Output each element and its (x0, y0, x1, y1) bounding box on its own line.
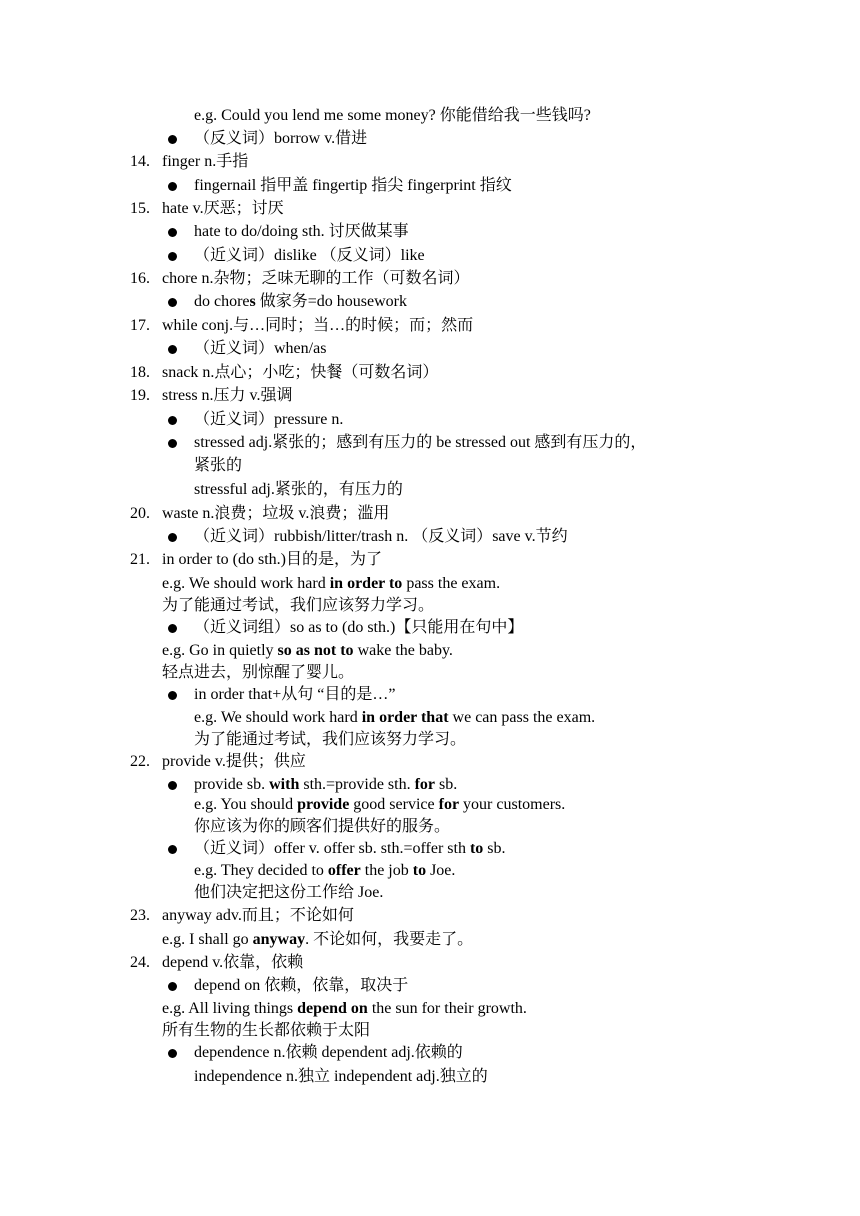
example-sentence: e.g. You should provide good service for your customers. (194, 796, 566, 813)
bullet-item: provide sb. with sth.=provide sth. for sb. (194, 776, 458, 793)
bullet-item: dependence n.依赖 dependent adj.依赖的 (194, 1044, 463, 1061)
vocab-entry-19: 19. stress n.压力 v.强调 (130, 387, 293, 404)
example-sentence: e.g. We should work hard in order that we can pass the exam. (194, 709, 596, 726)
vocab-entry-16: 16. chore n.杂物；乏味无聊的工作（可数名词） (130, 270, 470, 287)
translation: 所有生物的生长都依赖于太阳 (162, 1022, 371, 1039)
vocab-entry-14: 14. finger n.手指 (130, 153, 249, 170)
translation: 为了能通过考试，我们应该努力学习。 (194, 731, 467, 748)
vocab-entry-24: 24. depend v.依靠，依赖 (130, 954, 304, 971)
example-sentence: e.g. I shall go anyway. 不论如何，我要走了。 (162, 931, 474, 948)
vocab-entry-23: 23. anyway adv.而且；不论如何 (130, 907, 354, 924)
bullet-item: （近义词）pressure n. (194, 411, 344, 428)
bullet-item: fingernail 指甲盖 fingertip 指尖 fingerprint 指纹 (194, 177, 512, 194)
translation: 他们决定把这份工作给 Joe. (194, 884, 384, 901)
bullet-item: in order that+从句 “目的是…” (194, 686, 396, 703)
example-sentence: e.g. Go in quietly so as not to wake the baby. (162, 642, 453, 659)
bullet-item: hate to do/doing sth. 讨厌做某事 (194, 223, 409, 240)
bullet-item: depend on 依赖，依靠，取决于 (194, 977, 409, 994)
text-line: independence n.独立 independent adj.独立的 (194, 1068, 488, 1085)
bullet-item: （反义词）borrow v.借进 (194, 130, 368, 147)
bullet-item: （近义词组）so as to (do sth.)【只能用在句中】 (194, 619, 524, 636)
translation: 为了能通过考试，我们应该努力学习。 (162, 597, 435, 614)
vocab-entry-18: 18. snack n.点心；小吃；快餐（可数名词） (130, 364, 439, 381)
vocab-entry-20: 20. waste n.浪费；垃圾 v.浪费；滥用 (130, 505, 390, 522)
bullet-item: stressed adj.紧张的；感到有压力的 be stressed out 感到有压力的， (194, 434, 647, 451)
bullet-item: （近义词）when/as (194, 340, 327, 357)
translation: 轻点进去，别惊醒了婴儿。 (162, 664, 355, 681)
vocab-entry-17: 17. while conj.与…同时；当…的时候；而；然而 (130, 317, 474, 334)
example-sentence: e.g. All living things depend on the sun for their growth. (162, 1000, 527, 1017)
text-line: stressful adj.紧张的，有压力的 (194, 481, 403, 498)
example-sentence: e.g. They decided to offer the job to Joe. (194, 862, 456, 879)
example-sentence: e.g. Could you lend me some money? 你能借给我一些钱吗? (194, 107, 591, 124)
example-sentence: e.g. We should work hard in order to pass the exam. (162, 575, 501, 592)
bullet-item: （近义词）dislike （反义词）like (194, 247, 425, 264)
translation: 你应该为你的顾客们提供好的服务。 (194, 818, 451, 835)
vocab-entry-15: 15. hate v.厌恶；讨厌 (130, 200, 284, 217)
continuation-text: 紧张的 (194, 457, 243, 474)
bullet-item: do chores 做家务=do housework (194, 293, 408, 310)
bullet-item: （近义词）rubbish/litter/trash n. （反义词）save v.节约 (194, 528, 568, 545)
bullet-item: （近义词）offer v. offer sb. sth.=offer sth to sb. (194, 840, 506, 857)
vocab-entry-22: 22. provide v.提供；供应 (130, 753, 306, 770)
vocab-entry-21: 21. in order to (do sth.)目的是，为了 (130, 551, 382, 568)
